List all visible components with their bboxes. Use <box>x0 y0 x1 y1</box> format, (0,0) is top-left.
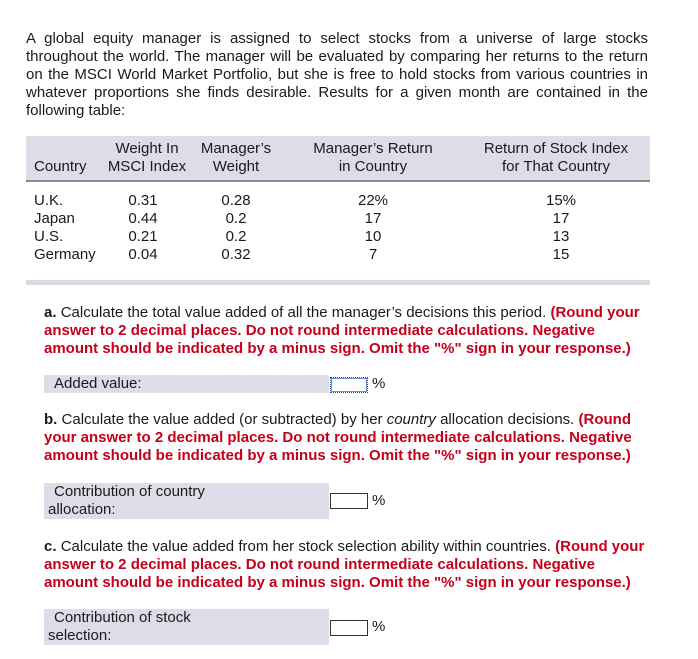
stock-selection-input[interactable] <box>330 620 368 636</box>
country-allocation-label <box>44 483 329 519</box>
row-manager-weight: 0.32 <box>221 246 251 263</box>
question-c-letter: c. <box>44 538 57 555</box>
header-index-return-line2: for That Country <box>501 158 611 175</box>
row-country: Japan <box>34 210 75 227</box>
row-msci-weight: 0.31 <box>128 192 158 209</box>
row-index-return: 17 <box>552 210 570 227</box>
stock-selection-label-line1: Contribution of stock <box>54 609 191 626</box>
row-index-return: 15 <box>552 246 570 263</box>
question-a <box>44 304 648 358</box>
data-table <box>26 136 650 285</box>
country-allocation-label-line1: Contribution of country <box>54 483 205 500</box>
row-manager-return: 22% <box>357 192 389 209</box>
row-manager-return: 10 <box>364 228 382 245</box>
row-manager-weight: 0.28 <box>221 192 251 209</box>
question-a-letter: a. <box>44 304 57 321</box>
question-b <box>44 411 648 465</box>
country-allocation-percent: % <box>372 492 386 509</box>
table-header <box>26 136 650 182</box>
question-b-text-end: allocation decisions. <box>440 411 575 428</box>
added-value-input[interactable] <box>330 377 368 393</box>
row-country: U.K. <box>34 192 64 209</box>
row-index-return: 13 <box>552 228 570 245</box>
row-manager-weight: 0.2 <box>225 210 247 227</box>
header-manager-weight-line2: Weight <box>212 158 260 175</box>
country-allocation-label-line2: allocation: <box>48 501 116 518</box>
header-country: Country <box>34 158 87 175</box>
question-c-text: Calculate the value added from her stock selection ability within countries. <box>60 538 551 555</box>
row-manager-weight: 0.2 <box>225 228 247 245</box>
row-msci-weight: 0.44 <box>128 210 158 227</box>
header-msci-weight-line1: Weight In <box>115 140 179 157</box>
header-index-return-line1: Return of Stock Index <box>483 140 629 157</box>
stock-selection-label-line2: selection: <box>48 627 112 644</box>
question-b-letter: b. <box>44 411 58 428</box>
row-manager-return: 17 <box>364 210 382 227</box>
row-msci-weight: 0.04 <box>128 246 158 263</box>
added-value-percent: % <box>372 375 386 392</box>
question-b-emphasis: country <box>386 411 436 428</box>
intro-paragraph: A global equity manager is assigned to select stocks from a universe of large stocks throughout the world. The manager will be evaluated by comparing her returns to the return on the MSCI World Market Portfolio, but she is free to hold stocks from various countries in whatever proportions she finds desirable. Results for a given month are contained in the following table: <box>26 30 648 119</box>
added-value-label: Added value: <box>44 375 329 393</box>
question-a-text: Calculate the total value added of all the manager’s decisions this period. <box>60 304 547 321</box>
header-manager-weight-line1: Manager’s <box>200 140 272 157</box>
row-msci-weight: 0.21 <box>128 228 158 245</box>
question-c <box>44 538 648 592</box>
header-msci-weight-line2: MSCI Index <box>107 158 187 175</box>
stock-selection-label <box>44 609 329 645</box>
row-index-return: 15% <box>545 192 577 209</box>
question-c-instructions: (Round your answer to 2 decimal places. Do not round intermediate calculations. Negative amount should be indicated by a minus sign. Omit the "%" sign in your response.) <box>44 538 645 591</box>
row-country: Germany <box>34 246 96 263</box>
question-b-text: Calculate the value added (or subtracted) by her <box>61 411 383 428</box>
header-manager-return-line1: Manager’s Return <box>313 140 433 157</box>
table-bottom-rule <box>26 280 650 285</box>
table-body <box>26 182 650 280</box>
question-b-instructions: (Round your answer to 2 decimal places. Do not round intermediate calculations. Negative amount should be indicated by a minus sign. Omit the "%" sign in your response.) <box>44 411 632 464</box>
row-country: U.S. <box>34 228 64 245</box>
question-a-instructions: (Round your answer to 2 decimal places. Do not round intermediate calculations. Negative amount should be indicated by a minus sign. Omit the "%" sign in your response.) <box>44 304 640 357</box>
row-manager-return: 7 <box>368 246 378 263</box>
country-allocation-input[interactable] <box>330 493 368 509</box>
header-manager-return-line2: in Country <box>338 158 408 175</box>
stock-selection-percent: % <box>372 618 386 635</box>
